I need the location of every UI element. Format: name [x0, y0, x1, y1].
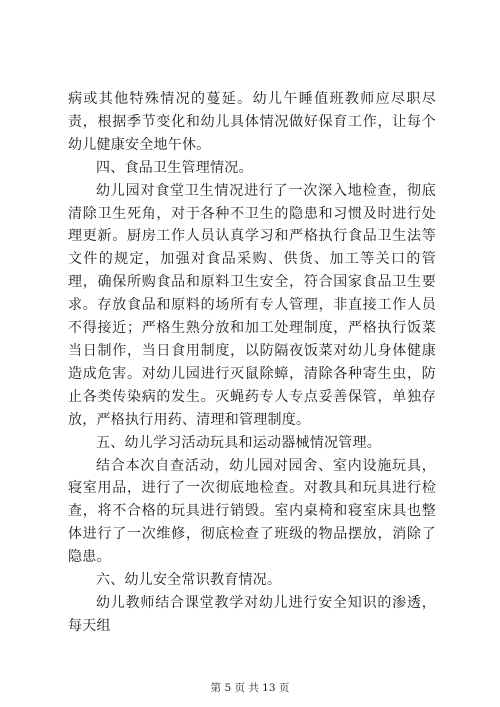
- document-body: [68, 88, 436, 638]
- page-number-footer: 第 5 页 共 13 页: [210, 682, 290, 694]
- paragraph-sleep-duty: 病或其他特殊情况的蔓延。幼儿午睡值班教师应尽职尽责，根据季节变化和幼儿具体情况做好保育工作，让每个幼儿健康安全地午休。: [68, 91, 436, 153]
- section-heading-safety-education: 六、幼儿安全常识教育情况。: [96, 572, 282, 589]
- section-heading-food-hygiene: 四、食品卫生管理情况。: [96, 159, 253, 176]
- paragraph-toys-equipment: 结合本次自查活动，幼儿园对园舍、室内设施玩具，寝室用品，进行了一次彻底地检查。对教具和玩具进行检查，将不合格的玩具进行销毁。室内桌椅和寝室床具也整体进行了一次维修，彻底检查了班级的物品摆放，消除了隐患。: [68, 457, 436, 566]
- paragraph-food-hygiene: 幼儿园对食堂卫生情况进行了一次深入地检查，彻底清除卫生死角，对于各种不卫生的隐患和习惯及时进行处理更新。厨房工作人员认真学习和严格执行食品卫生法等文件的规定，加强对食品采购、供货、加工等关口的管理，确保所购食品和原料卫生安全，符合国家食品卫生要求。存放食品和原料的场所有专人管理，非直接工作人员不得接近；严格生熟分放和加工处理制度，严格执行饭菜当日制作，当日食用制度，以防隔夜饭菜对幼儿身体健康造成危害。对幼儿园进行灭鼠除蟑，清除各种寄生虫，防止各类传染病的发生。灭蝇药专人专点妥善保管，单独存放，严格执行用药、清理和管理制度。: [68, 182, 436, 428]
- section-heading-toys-equipment: 五、幼儿学习活动玩具和运动器械情况管理。: [96, 434, 381, 451]
- paragraph-safety-education: 幼儿教师结合课堂教学对幼儿进行安全知识的渗透，每天组: [68, 594, 436, 634]
